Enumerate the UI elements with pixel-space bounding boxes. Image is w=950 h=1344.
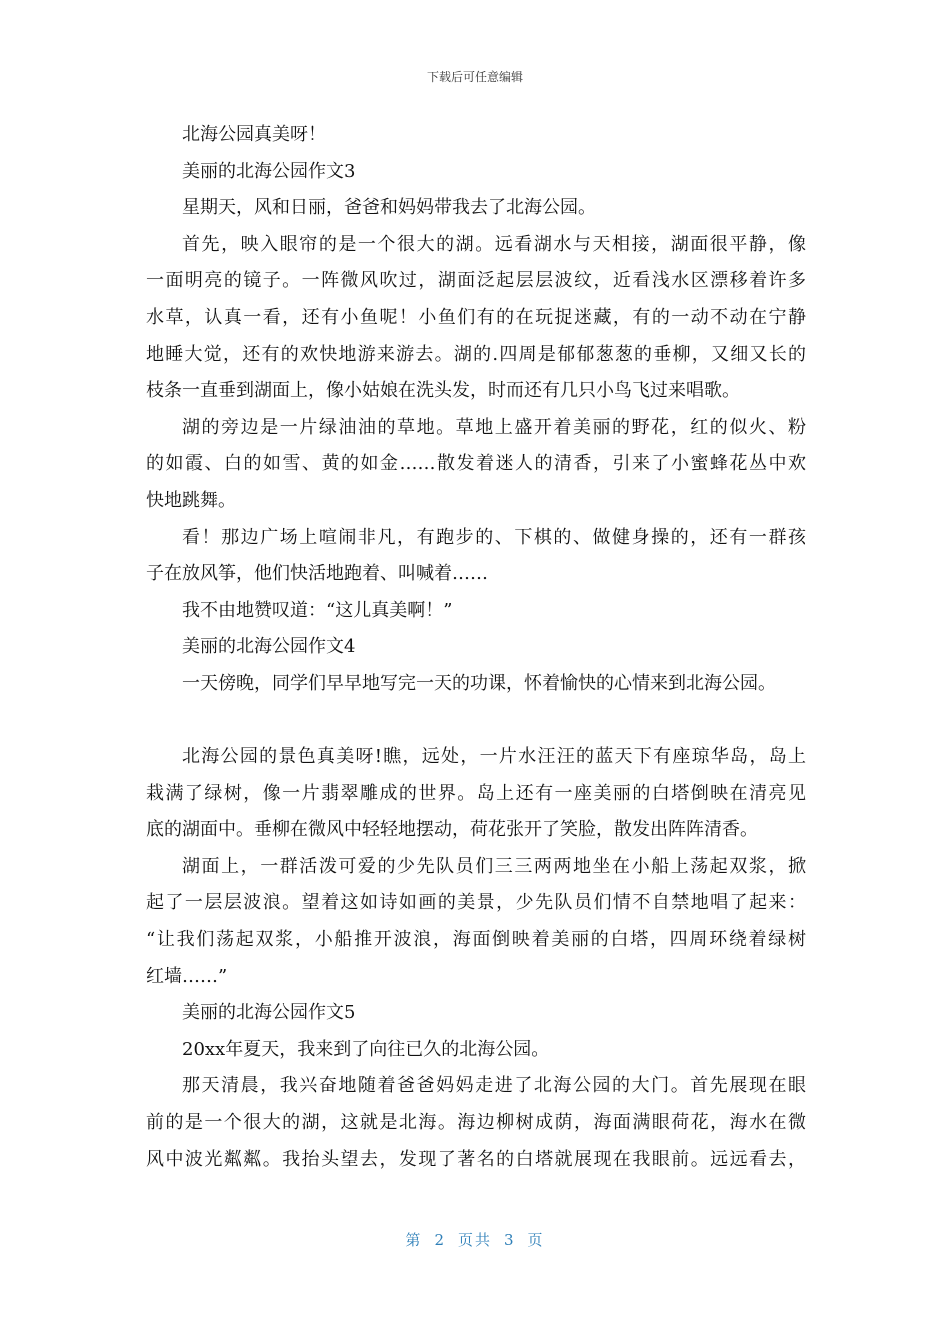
text-line: 我不由地赞叹道：“这儿真美啊！”: [182, 599, 453, 621]
footer-prefix: 第: [405, 1231, 423, 1249]
footer-suffix: 页: [527, 1231, 545, 1249]
text-line: 起了一层层波浪。望着这如诗如画的美景，少先队员们情不自禁地唱了起来：: [146, 892, 806, 914]
text-line: 地睡大觉，还有的欢快地游来游去。湖的.四周是郁郁葱葱的垂柳，又细又长的: [146, 343, 806, 365]
text-line: 子在放风筝，他们快活地跑着、叫喊着……: [146, 563, 488, 585]
text-line: 看！那边广场上喧闹非凡，有跑步的、下棋的、做健身操的，还有一群孩: [182, 526, 806, 548]
text-line: 的如霞、白的如雪、黄的如金……散发着迷人的清香，引来了小蜜蜂花丛中欢: [146, 453, 806, 475]
page-footer: [0, 1229, 950, 1250]
text-line: 一天傍晚，同学们早早地写完一天的功课，怀着愉快的心情来到北海公园。: [182, 672, 776, 694]
text-line: 湖的旁边是一片绿油油的草地。草地上盛开着美丽的野花，红的似火、粉: [182, 416, 806, 438]
text-line: 栽满了绿树，像一片翡翠雕成的世界。岛上还有一座美丽的白塔倒映在清亮见: [146, 782, 806, 804]
footer-middle: 页共: [457, 1231, 492, 1249]
text-line: 20xx年夏天，我来到了向往已久的北海公园。: [182, 1038, 550, 1060]
text-line: 底的湖面中。垂柳在微风中轻轻地摆动，荷花张开了笑脸，散发出阵阵清香。: [146, 819, 758, 841]
essay-heading-5: 美丽的北海公园作文5: [182, 1002, 356, 1024]
current-page-number: 2: [434, 1231, 446, 1249]
text-line: 枝条一直垂到湖面上，像小姑娘在洗头发，时而还有几只小鸟飞过来唱歌。: [146, 380, 740, 402]
text-line: 风中波光粼粼。我抬头望去，发现了著名的白塔就展现在我眼前。远远看去，: [146, 1148, 806, 1170]
total-pages-number: 3: [504, 1231, 516, 1249]
text-line: 前的是一个很大的湖，这就是北海。海边柳树成荫，海面满眼荷花，海水在微: [146, 1112, 806, 1134]
text-line: 首先，映入眼帘的是一个很大的湖。远看湖水与天相接，湖面很平静，像: [182, 233, 806, 255]
text-line: 快地跳舞。: [146, 489, 236, 511]
text-line: 水草，认真一看，还有小鱼呢！小鱼们有的在玩捉迷藏，有的一动不动在宁静: [146, 306, 806, 328]
text-line: 一面明亮的镜子。一阵微风吹过，湖面泛起层层波纹，近看浅水区漂移着许多: [146, 270, 806, 292]
text-line: 北海公园真美呀！: [182, 124, 326, 145]
text-line: “让我们荡起双浆，小船推开波浪，海面倒映着美丽的白塔，四周环绕着绿树: [146, 929, 806, 951]
text-line: 那天清晨，我兴奋地随着爸爸妈妈走进了北海公园的大门。首先展现在眼: [182, 1075, 806, 1097]
page-header-note: 下载后可任意编辑: [426, 70, 523, 84]
essay-heading-3: 美丽的北海公园作文3: [182, 160, 356, 182]
document-body: [146, 117, 806, 1178]
text-line: 星期天，风和日丽，爸爸和妈妈带我去了北海公园。: [182, 197, 596, 219]
text-line: 红墙……”: [146, 965, 228, 987]
text-line: 湖面上，一群活泼可爱的少先队员们三三两两地坐在小船上荡起双浆，掀: [182, 855, 806, 877]
paragraph-gap: [146, 703, 806, 740]
essay-heading-4: 美丽的北海公园作文4: [182, 636, 356, 658]
text-line: 北海公园的景色真美呀!瞧，远处，一片水汪汪的蓝天下有座琼华岛，岛上: [182, 746, 806, 768]
